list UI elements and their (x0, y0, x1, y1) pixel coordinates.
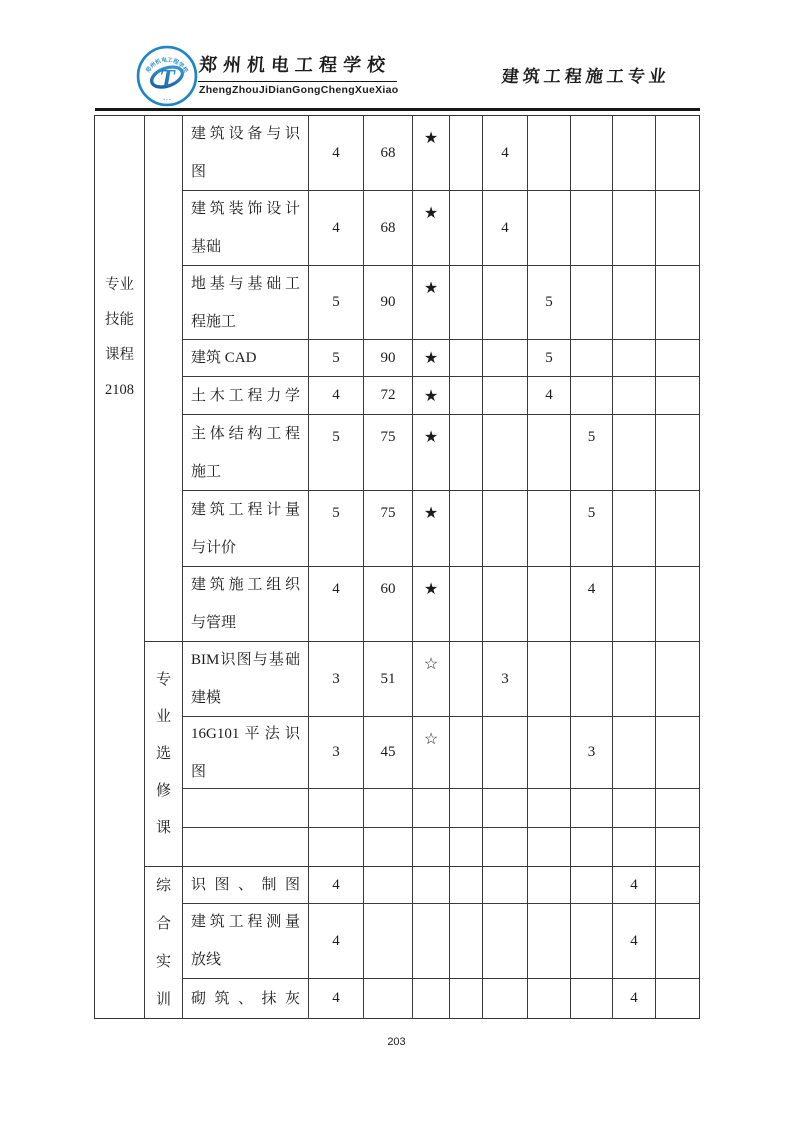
course-type-cell: ★ (413, 116, 450, 191)
semester-3-cell (528, 867, 571, 904)
semester-1-cell (450, 789, 483, 828)
category-line: 专业 (105, 277, 134, 293)
semester-6-cell (656, 789, 699, 828)
weekly-hours-cell (309, 789, 364, 828)
semester-3-cell (528, 717, 571, 789)
course-name-line: 建筑 CAD (191, 350, 257, 366)
course-name-cell (183, 828, 309, 867)
course-type-cell: ★ (413, 567, 450, 642)
course-name-cell (183, 642, 309, 717)
course-type-cell: ★ (413, 340, 450, 377)
course-name-cell (183, 191, 309, 266)
course-type-cell: ★ (413, 491, 450, 567)
course-type-cell (413, 979, 450, 1018)
semester-3-cell (528, 567, 571, 642)
course-name-line: 建 筑 工 程 计 量 (191, 501, 300, 518)
semester-1-cell (450, 828, 483, 867)
semester-6-cell (656, 377, 699, 415)
semester-2-cell: 3 (483, 642, 528, 717)
category-line: 课程 (105, 347, 134, 363)
semester-6-cell (656, 415, 699, 491)
course-name-cell (183, 904, 309, 979)
course-name-line: 砌 筑 、 抹 灰 (191, 990, 300, 1007)
course-type-cell (413, 904, 450, 979)
semester-4-cell (571, 266, 613, 340)
semester-5-cell (613, 377, 656, 415)
semester-3-cell (528, 116, 571, 191)
course-type-cell: ★ (413, 377, 450, 415)
total-hours-cell (364, 828, 413, 867)
semester-5-cell: 4 (613, 867, 656, 904)
weekly-hours-cell: 5 (309, 491, 364, 567)
semester-6-cell (656, 828, 699, 867)
semester-6-cell (656, 904, 699, 979)
semester-6-cell (656, 867, 699, 904)
course-name-line: 地 基 与 基 础 工 (191, 275, 300, 292)
total-hours-cell (364, 789, 413, 828)
semester-4-cell (571, 377, 613, 415)
course-name-line: BIM 识 图 与 基 础 (191, 652, 300, 668)
semester-4-cell: 3 (571, 717, 613, 789)
weekly-hours-cell: 5 (309, 340, 364, 377)
course-name-line: 建 筑 施 工 组 织 (191, 577, 300, 593)
semester-2-cell (483, 789, 528, 828)
semester-5-cell: 4 (613, 979, 656, 1018)
semester-6-cell (656, 266, 699, 340)
semester-4-cell (571, 191, 613, 266)
semester-1-cell (450, 491, 483, 567)
course-name-cell (183, 717, 309, 789)
semester-3-cell (528, 789, 571, 828)
semester-5-cell (613, 642, 656, 717)
course-name-line: 图 (191, 763, 207, 780)
course-name-line: 图 (191, 164, 207, 180)
course-type-cell (413, 789, 450, 828)
semester-3-cell (528, 191, 571, 266)
semester-1-cell (450, 717, 483, 789)
total-hours-cell: 90 (364, 266, 413, 340)
total-hours-cell (364, 979, 413, 1018)
semester-2-cell (483, 717, 528, 789)
course-name-line: 建 筑 装 饰 设 计 (191, 201, 300, 217)
school-name: 郑州机电工程学校 (198, 51, 400, 82)
course-name-cell (183, 415, 309, 491)
semester-2-cell: 4 (483, 191, 528, 266)
course-name-cell (183, 266, 309, 340)
electives-label-char: 修 (155, 782, 171, 799)
semester-5-cell (613, 116, 656, 191)
total-hours-cell: 51 (364, 642, 413, 717)
semester-5-cell (613, 717, 656, 789)
school-logo-icon (136, 45, 198, 107)
semester-2-cell (483, 828, 528, 867)
course-name-line: 与管理 (191, 615, 237, 631)
semester-1-cell (450, 904, 483, 979)
course-name-cell (183, 789, 309, 828)
semester-5-cell (613, 266, 656, 340)
semester-2-cell (483, 567, 528, 642)
semester-2-cell (483, 340, 528, 377)
semester-5-cell (613, 828, 656, 867)
course-name-cell (183, 867, 309, 904)
semester-1-cell (450, 116, 483, 191)
course-name-line: 程施工 (191, 313, 237, 330)
course-name-line: 16G101 平 法 识 (191, 725, 300, 742)
course-name-cell (183, 116, 309, 191)
major-title: 建筑工程施工专业 (500, 67, 671, 86)
course-type-cell: ★ (413, 415, 450, 491)
semester-5-cell: 4 (613, 904, 656, 979)
semester-1-cell (450, 979, 483, 1018)
course-name-cell (183, 491, 309, 567)
course-type-cell (413, 828, 450, 867)
course-type-cell: ★ (413, 266, 450, 340)
course-name-line: 建 筑 设 备 与 识 (191, 126, 300, 142)
course-name-line: 放线 (191, 952, 222, 968)
weekly-hours-cell: 3 (309, 717, 364, 789)
semester-3-cell: 5 (528, 340, 571, 377)
semester-1-cell (450, 266, 483, 340)
semester-4-cell (571, 904, 613, 979)
total-hours-cell: 75 (364, 415, 413, 491)
course-name-cell (183, 340, 309, 377)
semester-2-cell: 4 (483, 116, 528, 191)
semester-5-cell (613, 567, 656, 642)
semester-1-cell (450, 867, 483, 904)
semester-3-cell: 5 (528, 266, 571, 340)
weekly-hours-cell: 5 (309, 415, 364, 491)
semester-4-cell (571, 642, 613, 717)
weekly-hours-cell: 3 (309, 642, 364, 717)
semester-5-cell (613, 491, 656, 567)
category-line: 2108 (105, 382, 134, 398)
school-name-pinyin: ZhengZhouJiDianGongChengXueXiao (199, 84, 399, 96)
weekly-hours-cell (309, 828, 364, 867)
subcategory-training-cell (145, 867, 183, 1018)
training-label-char: 综 (155, 877, 171, 894)
curriculum-table (94, 115, 700, 1019)
svg-text:郑州机电工程学校: 郑州机电工程学校 (145, 57, 189, 75)
total-hours-cell (364, 904, 413, 979)
course-name-line: 建 筑 工 程 测 量 (191, 914, 300, 930)
semester-4-cell (571, 340, 613, 377)
semester-2-cell (483, 867, 528, 904)
electives-label-char: 选 (155, 745, 171, 762)
semester-1-cell (450, 377, 483, 415)
electives-label-char: 课 (155, 819, 171, 836)
page-number: 203 (387, 1036, 406, 1048)
course-name-cell (183, 377, 309, 415)
semester-3-cell (528, 828, 571, 867)
semester-3-cell (528, 491, 571, 567)
course-type-cell: ☆ (413, 717, 450, 789)
course-type-cell: ★ (413, 191, 450, 266)
weekly-hours-cell: 4 (309, 191, 364, 266)
training-label-char: 合 (155, 915, 171, 932)
semester-4-cell: 5 (571, 415, 613, 491)
header-rule (95, 108, 700, 111)
weekly-hours-cell: 4 (309, 867, 364, 904)
semester-6-cell (656, 491, 699, 567)
page-footer (0, 1036, 793, 1048)
course-name-line: 主 体 结 构 工 程 (191, 425, 300, 442)
semester-3-cell (528, 415, 571, 491)
semester-1-cell (450, 567, 483, 642)
semester-2-cell (483, 377, 528, 415)
course-type-cell (413, 867, 450, 904)
course-name-cell (183, 979, 309, 1018)
subcategory-empty-cell (145, 116, 183, 642)
semester-6-cell (656, 642, 699, 717)
semester-3-cell (528, 979, 571, 1018)
semester-5-cell (613, 415, 656, 491)
semester-1-cell (450, 340, 483, 377)
course-name-line: 建模 (191, 690, 222, 706)
course-name-line: 基础 (191, 239, 222, 255)
weekly-hours-cell: 5 (309, 266, 364, 340)
semester-6-cell (656, 567, 699, 642)
semester-6-cell (656, 717, 699, 789)
semester-1-cell (450, 642, 483, 717)
school-name-block (199, 51, 398, 96)
course-name-line: 识 图 、 制 图 (191, 877, 300, 893)
course-name-line: 土 木 工 程 力 学 (191, 387, 300, 404)
semester-2-cell (483, 266, 528, 340)
semester-3-cell: 4 (528, 377, 571, 415)
svg-text:• • •: • • • (163, 97, 171, 103)
semester-4-cell (571, 979, 613, 1018)
course-type-cell: ☆ (413, 642, 450, 717)
course-name-cell (183, 567, 309, 642)
semester-2-cell (483, 979, 528, 1018)
weekly-hours-cell: 4 (309, 567, 364, 642)
course-name-line: 与计价 (191, 539, 237, 556)
semester-4-cell (571, 789, 613, 828)
total-hours-cell: 72 (364, 377, 413, 415)
semester-2-cell (483, 904, 528, 979)
semester-4-cell (571, 116, 613, 191)
course-name-line: 施工 (191, 463, 222, 480)
category-line: 技能 (105, 312, 134, 328)
semester-1-cell (450, 191, 483, 266)
total-hours-cell: 68 (364, 116, 413, 191)
subcategory-electives-cell (145, 642, 183, 867)
electives-label-char: 业 (155, 708, 171, 725)
svg-text:T: T (159, 63, 175, 93)
weekly-hours-cell: 4 (309, 904, 364, 979)
total-hours-cell: 75 (364, 491, 413, 567)
semester-4-cell: 4 (571, 567, 613, 642)
total-hours-cell: 45 (364, 717, 413, 789)
weekly-hours-cell: 4 (309, 377, 364, 415)
total-hours-cell: 60 (364, 567, 413, 642)
semester-6-cell (656, 116, 699, 191)
training-label-char: 实 (155, 953, 171, 970)
semester-4-cell (571, 828, 613, 867)
semester-5-cell (613, 789, 656, 828)
total-hours-cell: 90 (364, 340, 413, 377)
semester-6-cell (656, 340, 699, 377)
semester-2-cell (483, 415, 528, 491)
training-label-char: 训 (155, 991, 171, 1008)
total-hours-cell: 68 (364, 191, 413, 266)
semester-4-cell: 5 (571, 491, 613, 567)
semester-2-cell (483, 491, 528, 567)
weekly-hours-cell: 4 (309, 979, 364, 1018)
semester-4-cell (571, 867, 613, 904)
electives-label-char: 专 (155, 671, 171, 688)
semester-6-cell (656, 979, 699, 1018)
total-hours-cell (364, 867, 413, 904)
weekly-hours-cell: 4 (309, 116, 364, 191)
semester-1-cell (450, 415, 483, 491)
semester-5-cell (613, 340, 656, 377)
semester-5-cell (613, 191, 656, 266)
course-category-cell (95, 116, 145, 1018)
semester-6-cell (656, 191, 699, 266)
semester-3-cell (528, 904, 571, 979)
semester-3-cell (528, 642, 571, 717)
